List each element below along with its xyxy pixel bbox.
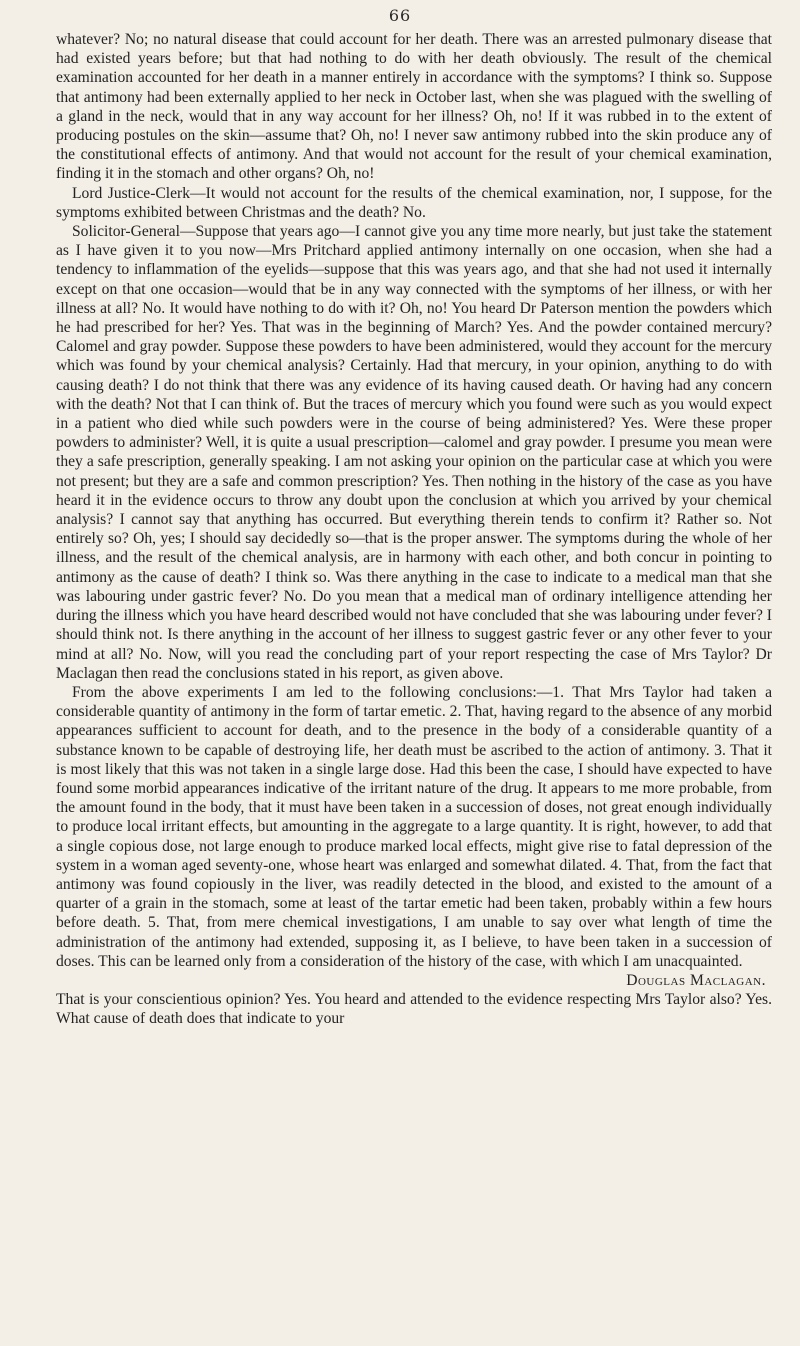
signature: Douglas Maclagan. <box>626 971 766 989</box>
closing-paragraph: That is your conscientious opinion? Yes. You heard and attended to the evidence respecting Mrs Taylor also? Yes. What cause of death does that indicate to your <box>56 991 772 1028</box>
paragraph-1: whatever? No; no natural disease that could account for her death. There was an arrested pulmonary disease that had existed years before; but that had nothing to do with her death obviously. The result of the chemical examination accounted for her death in a manner entirely in accordance with the symptoms? I think so. Suppose that antimony had been externally applied to her neck in October last, when she was plagued with the swelling of a gland in the neck, would that in any way account for her illness? Oh, no! If it was rubbed in to the extent of producing postules on the skin—assume that? Oh, no! I never saw antimony rubbed into the skin produce any of the constitutional effects of antimony. And that would not account for the result of your chemical examination, finding it in the stomach and other organs? Oh, no! <box>56 31 772 183</box>
signature-line <box>56 971 772 990</box>
page-number: 66 <box>388 6 412 25</box>
body-text <box>56 30 772 1029</box>
paragraph-4: From the above experiments I am led to the following conclusions:—1. That Mrs Taylor had taken a considerable quantity of antimony in the form of tartar emetic. 2. That, having regard to the absence of any morbid appearances sufficient to account for death, and to the presence in the body of a considerable quantity of a substance known to be capable of destroying life, her death must be ascribed to the action of antimony. 3. That it is most likely that this was not taken in a single large dose. Had this been the case, I should have expected to have found some morbid appearances indicative of the irritant nature of the drug. It appears to me more probable, from the amount found in the body, that it must have been taken in a succession of doses, not great enough individually to produce local irritant effects, but amounting in the aggregate to a large quantity. It is right, however, to add that a single copious dose, not large enough to produce marked local effects, might give rise to fatal depression of the system in a woman aged seventy-one, whose heart was enlarged and somewhat dilated. 4. That, from the fact that antimony was found copiously in the liver, was readily detected in the blood, and existed to the amount of a quarter of a grain in the stomach, some at least of the tartar emetic had been taken, probably within a few hours before death. 5. That, from mere chemical investigations, I am unable to say over what length of time the administration of the antimony had extended, supposing it, as I believe, to have been taken in a succession of doses. This can be learned only from a consideration of the history of the case, with which I am unacquainted. <box>56 683 772 970</box>
paragraph-3: Solicitor-General—Suppose that years ago—I cannot give you any time more nearly, but just take the statement as I have given it to you now—Mrs Pritchard applied antimony internally on one occasion, when she had a tendency to inflammation of the eyelids—suppose that this was years ago, and that she had not used it internally except on that one occasion—would that be in any way connected with the symptoms of her illness, or with her illness at all? No. It would have nothing to do with it? Oh, no! You heard Dr Paterson mention the powders which he had prescribed for her? Yes. That was in the beginning of March? Yes. And the powder contained mercury? Calomel and gray powder. Suppose these powders to have been administered, would they account for the mercury which was found by your chemical analysis? Certainly. Had that mercury, in your opinion, anything to do with causing death? I do not think that there was any evidence of its having caused death. Or having had any concern with the death? Not that I can think of. But the traces of mercury which you found were such as you would expect in a patient who died while such powders were in the course of being administered? Yes. Were these proper powders to administer? Well, it is quite a usual prescription—calomel and gray powder. I presume you mean were they a safe prescription, generally speaking. I am not asking your opinion on the particular case at which you were not present; but they are a safe and common prescription? Yes. Then nothing in the history of the case as you have heard it in the evidence occurs to throw any doubt upon the conclusion at which you arrived by your chemical analysis? I cannot say that anything has occurred. But everything therein tends to confirm it? Rather so. Not entirely so? Oh, yes; I should say decidedly so—that is the proper answer. The symptoms during the whole of her illness, and the result of the chemical analysis, are in harmony with each other, and both concur in pointing to antimony as the cause of death? I think so. Was there anything in the case to indicate to a medical man that she was labouring under gastric fever? No. Do you mean that a medical man of ordinary intelligence attending her during the illness which you have heard described would not have concluded that she was labouring under fever? I should think not. Is there anything in the account of her illness to suggest gastric fever or any other fever to your mind at all? No. Now, will you read the concluding part of your report respecting the case of Mrs Taylor? Dr Maclagan then read the conclusions stated in his report, as given above. <box>56 223 772 682</box>
paragraph-2: Lord Justice-Clerk—It would not account for the results of the chemical examination, nor, I suppose, for the symptoms exhibited between Christmas and the death? No. <box>56 184 772 221</box>
